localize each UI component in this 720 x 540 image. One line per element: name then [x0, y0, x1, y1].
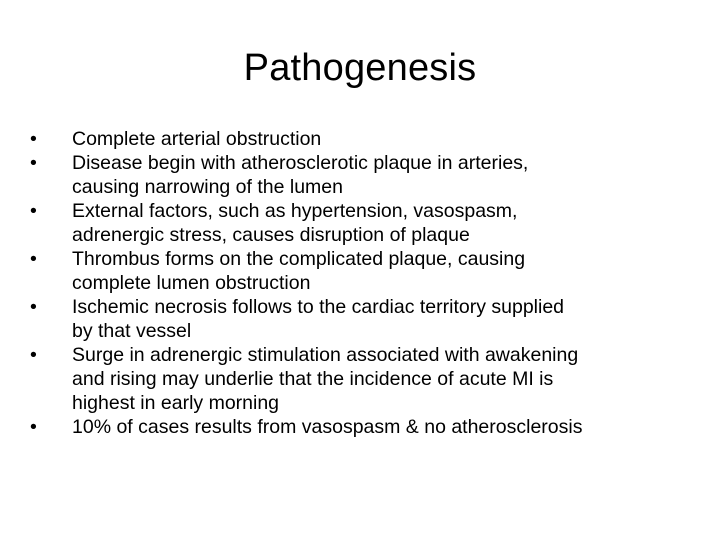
bullet-text: by that vessel — [72, 320, 192, 342]
bullet-list — [28, 127, 708, 439]
bullet-text: Ischemic necrosis follows to the cardiac territory supplied — [72, 296, 565, 318]
bullet-text: adrenergic stress, causes disruption of plaque — [72, 224, 470, 246]
bullet-dot-icon: • — [30, 152, 37, 174]
bullet-item — [28, 295, 708, 343]
bullet-text: 10% of cases results from vasospasm & no atherosclerosis — [72, 416, 583, 438]
bullet-dot-icon: • — [30, 416, 37, 438]
bullet-text: Thrombus forms on the complicated plaque, causing — [72, 248, 526, 270]
bullet-dot-icon: • — [30, 128, 37, 150]
bullet-dot-icon: • — [30, 296, 37, 318]
bullet-dot-icon: • — [30, 248, 37, 270]
bullet-text: External factors, such as hypertension, vasospasm, — [72, 200, 518, 222]
bullet-text: Surge in adrenergic stimulation associated with awakening — [72, 344, 579, 366]
bullet-text: Complete arterial obstruction — [72, 128, 322, 150]
bullet-text: and rising may underlie that the incidence of acute MI is — [72, 368, 554, 390]
slide-title: Pathogenesis — [243, 47, 477, 89]
bullet-dot-icon: • — [30, 344, 37, 366]
bullet-item — [28, 343, 708, 415]
bullet-dot-icon: • — [30, 200, 37, 222]
bullet-item — [28, 247, 708, 295]
bullet-item — [28, 127, 708, 151]
bullet-text: causing narrowing of the lumen — [72, 176, 343, 198]
bullet-item — [28, 151, 708, 199]
bullet-item — [28, 199, 708, 247]
bullet-text: complete lumen obstruction — [72, 272, 311, 294]
bullet-text: Disease begin with atherosclerotic plaque in arteries, — [72, 152, 529, 174]
bullet-item — [28, 415, 708, 439]
bullet-text: highest in early morning — [72, 392, 280, 414]
